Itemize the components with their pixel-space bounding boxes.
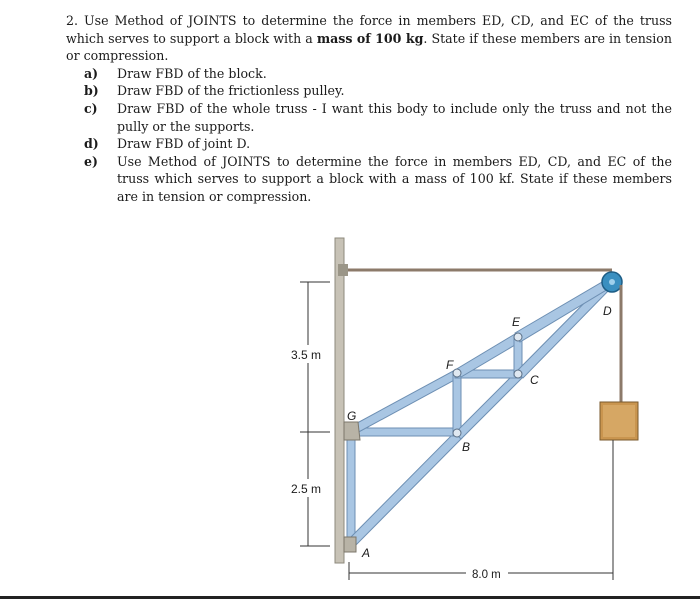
member-ab [348,432,462,546]
task-label: c) [84,100,98,116]
task-item [84,153,672,206]
dimension-vertical [300,282,330,546]
label-c: C [530,373,539,387]
task-text: Draw FBD of the whole truss - I want this body to include only the truss and not the pully or the supports. [117,100,672,134]
task-item [84,82,672,100]
truss-figure [0,230,700,590]
problem-statement [66,12,672,65]
dim-upper-label: 3.5 m [291,348,322,362]
task-text: Use Method of JOINTS to determine the force in members ED, CD, and EC of the truss which serves to support a block with a mass of 100 kf. State if these members are in tension or compression. [117,153,672,204]
joint-b [453,429,461,437]
joint-e [514,333,522,341]
cable-anchor [338,264,348,276]
joint-f [453,369,461,377]
pulley-hub [609,279,615,285]
task-text: Draw FBD of joint D. [117,136,251,152]
intro-mass-bold: mass of 100 kg [316,30,424,46]
bottom-rule [0,596,700,599]
task-label: d) [84,136,99,152]
intro-text-b: . State if these members are in tension or compression. [66,30,672,64]
task-label: b) [84,83,99,99]
task-item [84,135,672,153]
intro-text-a: Use Method of JOINTS to determine the force in members ED, CD, and EC of the truss which serves to support a block with a [66,13,672,46]
dim-lower-label: 2.5 m [291,482,322,496]
task-item [84,100,672,135]
problem-number: 2. [66,13,79,28]
member-ag [347,432,355,545]
task-item [84,65,672,83]
task-label: e) [84,153,98,169]
label-b: B [462,440,471,454]
task-text: Draw FBD of the frictionless pulley. [117,83,345,99]
task-label: a) [84,65,99,81]
label-a: A [362,546,371,560]
joint-c [514,370,522,378]
label-d: D [603,304,612,318]
wall-support [335,238,344,563]
support-g [344,422,360,440]
member-fb [453,372,461,436]
label-e: E [512,315,521,329]
problem-text [66,12,672,206]
support-a [344,537,356,552]
task-text: Draw FBD of the block. [117,65,267,81]
truss-members [347,278,614,546]
label-f: F [446,358,454,372]
dim-horizontal-label: 8.0 m [472,569,501,581]
block-face [603,405,635,437]
member-gf [348,370,460,434]
member-gb [352,428,460,436]
task-list [66,65,672,206]
label-g: G [347,409,357,423]
member-bc [455,372,522,439]
